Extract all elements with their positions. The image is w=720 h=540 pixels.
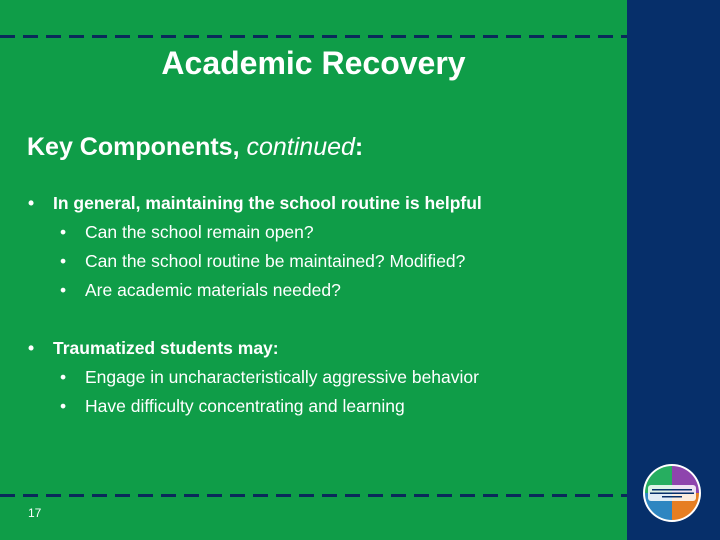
bullet-heading bbox=[28, 337, 279, 359]
bullet-heading bbox=[28, 192, 482, 214]
sub-bullet bbox=[60, 395, 405, 417]
bullet-text: Can the school remain open? bbox=[85, 222, 314, 242]
bullet-text: Have difficulty concentrating and learning bbox=[85, 396, 405, 416]
bullet-text: Are academic materials needed? bbox=[85, 280, 341, 300]
bullet-marker: • bbox=[60, 251, 67, 271]
sub-bullet bbox=[60, 250, 465, 272]
bullet-marker: • bbox=[28, 338, 35, 358]
logo-text-line bbox=[662, 496, 682, 498]
slide-title: Academic Recovery bbox=[161, 45, 466, 81]
sub-bullet bbox=[60, 221, 314, 243]
subtitle-italic: continued bbox=[246, 133, 355, 161]
logo-text-line bbox=[652, 489, 692, 491]
slide-subtitle bbox=[27, 130, 363, 164]
ems-tac-center-logo bbox=[640, 463, 704, 523]
right-sidebar bbox=[627, 0, 720, 540]
subtitle-main: Key Components, bbox=[27, 133, 247, 161]
logo-graphic bbox=[640, 463, 704, 523]
page-number: 17 bbox=[28, 506, 42, 520]
bullet-marker: • bbox=[28, 193, 35, 213]
bullet-text: Can the school routine be maintained? Modified? bbox=[85, 251, 466, 271]
bullet-marker: • bbox=[60, 367, 67, 387]
bullet-marker: • bbox=[60, 280, 67, 300]
sub-bullet bbox=[60, 279, 341, 301]
bullet-text: In general, maintaining the school routine is helpful bbox=[53, 193, 482, 213]
bullet-marker: • bbox=[60, 396, 67, 416]
bottom-dashed-divider bbox=[0, 494, 627, 497]
subtitle-colon: : bbox=[354, 133, 364, 161]
top-dashed-divider bbox=[0, 35, 627, 38]
bullet-text: Engage in uncharacteristically aggressive behavior bbox=[85, 367, 479, 387]
bullet-text: Traumatized students may: bbox=[53, 338, 279, 358]
logo-text-line bbox=[650, 493, 694, 495]
bullet-marker: • bbox=[60, 222, 67, 242]
sub-bullet bbox=[60, 366, 479, 388]
